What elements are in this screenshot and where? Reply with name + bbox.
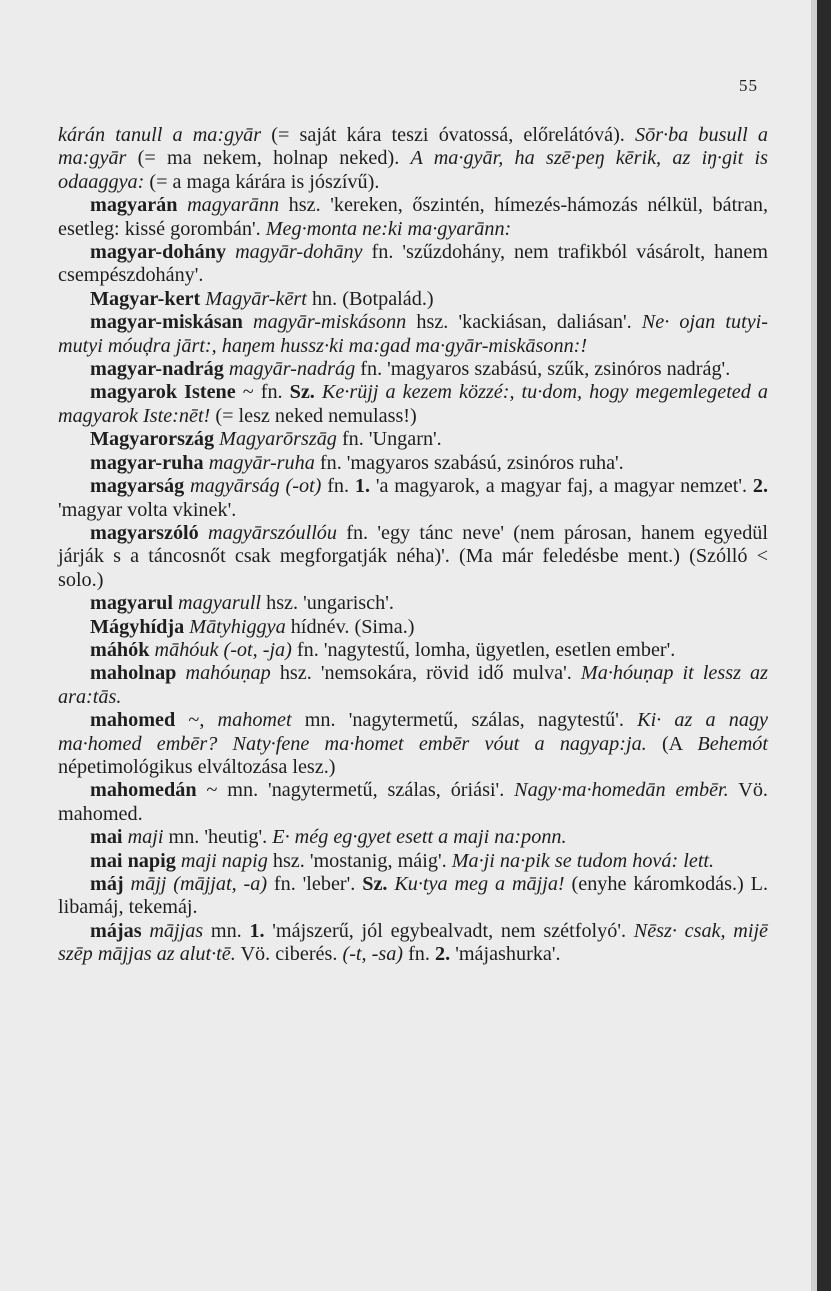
page-edge <box>817 0 831 1291</box>
entry-text: ~ fn. <box>235 381 290 404</box>
entry-dialect-form: Mātyhiggya <box>189 615 286 638</box>
entry-headword: 2. <box>435 943 451 966</box>
entry-dialect-form: maji napig <box>180 849 268 872</box>
entry-headword: magyar-nadrág <box>90 358 224 381</box>
dictionary-entry <box>58 662 768 709</box>
entry-dialect-form: Ke·rüjj a kezem közzé:, tu·dom, hogy megemlegeted a magyarok Iste:nēt! <box>58 381 768 427</box>
entry-dialect-form: magyarull <box>178 592 262 615</box>
dictionary-entry <box>58 779 768 826</box>
entry-text: népetimológikus elváltozása lesz.) <box>58 755 336 778</box>
entry-headword: mai napig <box>90 849 176 872</box>
entry-dialect-form: Nagy·ma·homedān embēr. <box>514 779 729 802</box>
entry-dialect-form: magyār-miskásonn <box>253 311 407 334</box>
entry-headword: magyar-ruha <box>90 451 204 474</box>
entry-dialect-form: Sōr·ba busull a ma:gyār <box>58 124 769 170</box>
entry-dialect-form: kárán tanull a ma:gyār <box>58 124 262 146</box>
entry-text: (= lesz neked nemulass!) <box>210 404 417 427</box>
entry-text: hsz. 'mostanig, máig'. <box>267 849 452 872</box>
entry-dialect-form: Behemót <box>697 732 768 755</box>
entry-text <box>243 311 253 333</box>
entry-headword: mai <box>90 826 123 849</box>
dictionary-entry <box>58 522 768 592</box>
entry-headword: máj <box>90 873 124 895</box>
entry-dialect-form: Nēsz· csak, mijē szēp mājjas az alut·tē. <box>58 919 769 966</box>
entry-text <box>315 381 322 403</box>
entry-text: fn. 'leber'. <box>267 873 363 895</box>
entry-headword: magyarszóló <box>90 521 199 544</box>
entry-dialect-form: E· még eg·gyet esett a maji na:ponn. <box>272 826 567 849</box>
entry-headword: magyarok Istene <box>90 381 236 404</box>
entry-headword: magyar-miskásan <box>90 311 243 334</box>
dictionary-entry <box>58 850 768 873</box>
dictionary-entry <box>58 124 768 194</box>
entry-dialect-form: magyārszóullóu <box>208 521 337 544</box>
entry-dialect-form: Ma·ji na·pik se tudom hová: lett. <box>451 849 715 872</box>
entry-text: 'magyar volta vkinek'. <box>58 498 237 521</box>
entry-dialect-form: maji <box>127 826 164 849</box>
entry-text <box>124 873 131 895</box>
entry-text: (A <box>646 732 698 755</box>
entry-headword: Sz. <box>289 381 315 404</box>
dictionary-entries <box>58 124 768 967</box>
entry-dialect-form: magyarānn <box>187 194 280 217</box>
entry-headword: Magyarország <box>90 428 215 451</box>
entry-text: 'májashurka'. <box>450 943 561 966</box>
entry-text: hsz. 'kereken, őszintén, hímezés-hámozás nélkül, bátran, esetleg: kissé gorombán'. <box>58 194 768 240</box>
dictionary-entry <box>58 311 768 358</box>
entry-text: hsz. 'nemsokára, rövid idő mulva'. <box>270 662 581 685</box>
entry-headword: 1. <box>249 919 265 942</box>
entry-dialect-form: Ne· ojan tutyi-mutyi móuḑra jārt:, haŋem hussz·ki ma:gad ma·gyār-miskāsonn:! <box>58 311 768 357</box>
entry-dialect-form: magyār-dohāny <box>235 241 363 264</box>
dictionary-entry <box>58 428 768 451</box>
dictionary-entry <box>58 381 768 428</box>
entry-dialect-form: mājjas <box>149 919 204 942</box>
entry-text: Vö. ciberés. <box>235 943 343 966</box>
dictionary-entry <box>58 358 768 381</box>
entry-headword: magyar-dohány <box>90 241 227 264</box>
dictionary-entry <box>58 873 768 920</box>
entry-text <box>199 522 208 544</box>
entry-text: fn. <box>321 475 355 498</box>
entry-text: fn. 'egy tánc neve' (nem párosan, hanem egyedül járják s a táncosnőt csak megforgatják néha)'. (Ma már feledésbe ment.) (Szólló < solo.) <box>58 521 768 591</box>
entry-headword: 2. <box>752 475 768 498</box>
entry-dialect-form: magyārság (-ot) <box>190 475 322 498</box>
entry-text: fn. 'magyaros szabású, zsinóros ruha'. <box>314 451 624 474</box>
entry-headword: mahomedán <box>90 779 197 802</box>
entry-dialect-form: Ma·hóuṇap it lessz az ara:tās. <box>58 662 768 708</box>
dictionary-entry <box>58 826 768 849</box>
entry-text: hsz. 'ungarisch'. <box>261 592 394 615</box>
entry-text: (enyhe káromkodás.) L. libamáj, tekemáj. <box>58 873 769 919</box>
entry-text: (= ma nekem, holnap neked). <box>126 147 411 170</box>
entry-headword: májas <box>90 919 142 942</box>
entry-text: 'májszerű, jól egybealvadt, nem szétfolyó'. <box>264 919 634 942</box>
dictionary-entry <box>58 709 768 779</box>
entry-dialect-form: mahóuṇap <box>185 662 271 685</box>
entry-text: 'a magyarok, a magyar faj, a magyar nemzet'. <box>370 475 753 498</box>
entry-text: fn. 'szűzdohány, nem trafikból vásárolt, hanem csempészdohány'. <box>58 241 768 287</box>
entry-text <box>177 194 187 216</box>
entry-headword: magyarság <box>90 475 185 498</box>
entry-dialect-form: Ki· az a nagy ma·homed embēr? Naty·fene ma·homet embēr vóut a nagyap:ja. <box>58 709 769 755</box>
entry-dialect-form: Magyarōrszāg <box>219 428 337 451</box>
dictionary-entry <box>58 616 768 639</box>
entry-text: (= a maga kárára is jószívű). <box>144 170 380 193</box>
dictionary-entry <box>58 194 768 241</box>
entry-text: (= saját kára teszi óvatossá, előrelátóvá). <box>261 124 635 146</box>
entry-headword: 1. <box>354 475 371 498</box>
entry-dialect-form: A ma·gyār, ha szē·peŋ kērik, az iŋ·git is odaaggya: <box>58 147 768 193</box>
entry-dialect-form: mājj (mājjat, -a) <box>130 873 268 895</box>
entry-headword: magyarán <box>90 194 178 217</box>
entry-text <box>226 241 235 263</box>
page-number: 55 <box>739 76 758 95</box>
entry-text: fn. 'nagytestű, lomha, ügyetlen, esetlen ember'. <box>291 638 676 661</box>
entry-dialect-form: Meg·monta ne:ki ma·gyarānn: <box>265 217 512 240</box>
entry-text: Vö. mahomed. <box>58 779 768 825</box>
entry-headword: Mágyhídja <box>90 615 185 638</box>
entry-text: fn. 'magyaros szabású, szűk, zsinóros nadrág'. <box>355 358 731 381</box>
entry-headword: Sz. <box>362 873 388 895</box>
entry-text: ~, <box>175 709 218 732</box>
entry-text: fn. 'Ungarn'. <box>336 428 442 451</box>
dictionary-entry <box>58 592 768 615</box>
entry-dialect-form: (-t, -sa) <box>342 943 404 966</box>
entry-headword: magyarul <box>90 592 173 615</box>
entry-text: hn. (Botpalád.) <box>306 287 434 310</box>
entry-text: fn. <box>403 943 435 966</box>
entry-text: mn. 'heutig'. <box>163 826 273 849</box>
dictionary-entry <box>58 475 768 522</box>
entry-dialect-form: Magyār-kērt <box>205 287 307 310</box>
entry-text: hsz. 'kackiásan, daliásan'. <box>406 311 642 334</box>
entry-text: ~ mn. 'nagytermetű, szálas, óriási'. <box>196 779 515 802</box>
dictionary-entry <box>58 241 768 288</box>
dictionary-entry <box>58 920 768 967</box>
entry-dialect-form: Ku·tya meg a mājja! <box>394 873 565 895</box>
entry-dialect-form: māhóuk (-ot, -ja) <box>154 638 292 661</box>
entry-text: mn. 'nagytermetű, szálas, nagytestű'. <box>291 709 638 732</box>
entry-headword: mahomed <box>90 709 176 732</box>
entry-dialect-form: mahomet <box>217 709 292 732</box>
entry-dialect-form: magyār-nadrág <box>228 358 356 381</box>
entry-headword: maholnap <box>90 662 177 685</box>
entry-headword: Magyar-kert <box>90 287 201 310</box>
dictionary-entry <box>58 639 768 662</box>
entry-text: hídnév. (Sima.) <box>285 615 415 638</box>
dictionary-entry <box>58 452 768 475</box>
entry-headword: máhók <box>90 638 150 661</box>
dictionary-entry <box>58 288 768 311</box>
entry-text: mn. <box>203 919 250 942</box>
entry-dialect-form: magyār-ruha <box>208 451 315 474</box>
